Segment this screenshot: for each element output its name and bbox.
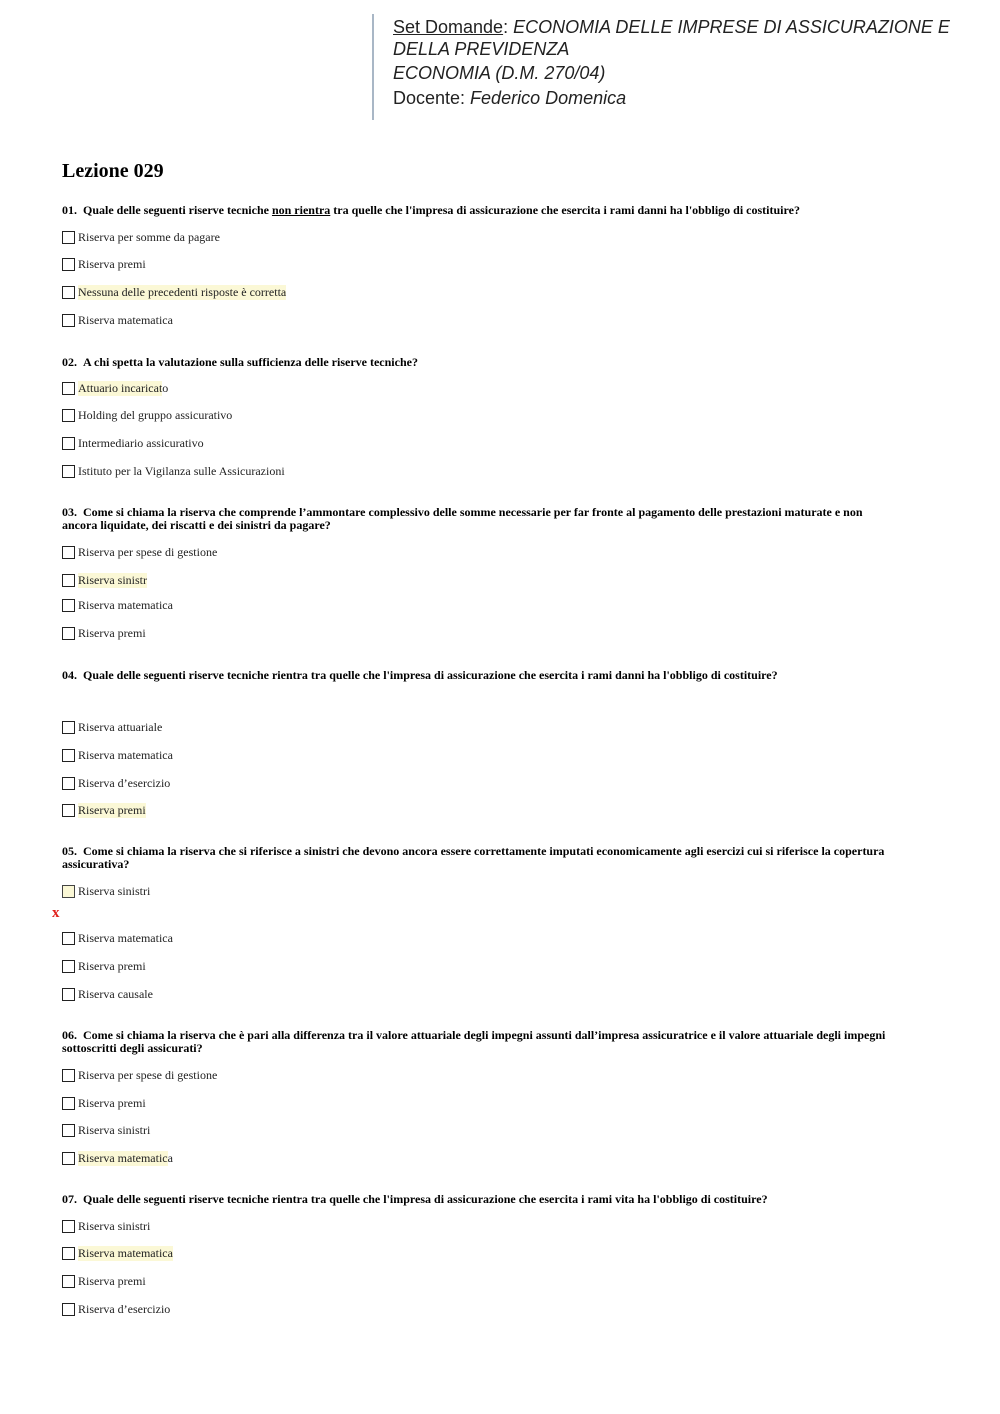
course-line-1 <box>393 16 982 38</box>
answer-text: o <box>162 380 169 395</box>
answer-text: Riserva d’esercizio <box>78 1301 171 1316</box>
answer-text: Holding del gruppo assicurativo <box>78 407 233 422</box>
answer-option[interactable] <box>62 1150 173 1166</box>
question-number: 02. <box>62 355 77 369</box>
question-text <box>62 204 937 217</box>
answer-option[interactable] <box>62 802 146 818</box>
answer-checkbox[interactable] <box>62 960 75 973</box>
answer-checkbox[interactable] <box>62 314 75 327</box>
question-text-part: sottoscritti degli assicurati? <box>62 1041 203 1055</box>
answer-text: Riserva premi <box>78 625 146 640</box>
question-text <box>62 1029 937 1055</box>
answer-highlight: Nessuna delle precedenti risposte è corretta <box>78 284 287 299</box>
answer-text: Istituto per la Vigilanza sulle Assicurazioni <box>78 463 285 478</box>
answer-text: Riserva premi <box>78 1273 146 1288</box>
question-06 <box>62 1029 937 1055</box>
question-text-part: Quale delle seguenti riserve tecniche rientra tra quelle che l'impresa di assicurazione che esercita i rami vita ha l'obbligo di costituire? <box>83 1192 768 1206</box>
question-number: 03. <box>62 505 77 519</box>
question-text <box>62 845 937 871</box>
answer-option[interactable] <box>62 597 173 613</box>
answer-checkbox[interactable] <box>62 1303 75 1316</box>
answer-checkbox[interactable] <box>62 258 75 271</box>
answer-checkbox[interactable] <box>62 1220 75 1233</box>
answer-checkbox[interactable] <box>62 437 75 450</box>
question-number: 06. <box>62 1028 77 1042</box>
question-number: 01. <box>62 203 77 217</box>
answer-checkbox[interactable] <box>62 1247 75 1260</box>
answer-option[interactable] <box>62 883 150 899</box>
teacher-line <box>393 87 982 109</box>
program-name: ECONOMIA (D.M. 270/04) <box>393 63 606 83</box>
answer-checkbox[interactable] <box>62 574 75 587</box>
answer-highlight: Riserva matematica <box>78 1245 173 1260</box>
question-text-part: Come si chiama la riserva che si riferisce a sinistri che devono ancora essere correttamente imputati economicamente agli esercizi cui si riferisce la copertura <box>83 844 885 858</box>
answer-checkbox[interactable] <box>62 546 75 559</box>
question-05 <box>62 845 937 871</box>
answer-text: a <box>167 1150 173 1165</box>
course-title-1: ECONOMIA DELLE IMPRESE DI ASSICURAZIONE E <box>513 17 950 37</box>
wrong-answer-mark: x <box>52 905 60 921</box>
answer-option[interactable] <box>62 986 153 1002</box>
program-line <box>393 62 982 84</box>
answer-option[interactable] <box>62 775 170 791</box>
answer-checkbox[interactable] <box>62 721 75 734</box>
answer-option[interactable] <box>62 1218 150 1234</box>
answer-highlight: Riserva sinistr <box>78 572 147 587</box>
answer-checkbox[interactable] <box>62 885 75 898</box>
answer-text: Riserva sinistri <box>78 1122 151 1137</box>
answer-option[interactable] <box>62 407 232 423</box>
set-separator: : <box>503 17 514 37</box>
answer-option[interactable] <box>62 958 146 974</box>
answer-text: Riserva premi <box>78 958 146 973</box>
document-header <box>372 14 982 120</box>
course-title-2: DELLA PREVIDENZA <box>393 39 570 59</box>
question-text-part: ancora liquidate, dei riscatti e dei sinistri da pagare? <box>62 518 331 532</box>
question-text <box>62 669 937 682</box>
answer-option[interactable] <box>62 572 147 588</box>
answer-text: Riserva attuariale <box>78 719 163 734</box>
answer-text: Riserva per spese di gestione <box>78 1067 218 1082</box>
question-text-part: Quale delle seguenti riserve tecniche <box>83 203 272 217</box>
question-text <box>62 506 937 532</box>
question-text-part: assicurativa? <box>62 857 130 871</box>
question-number: 05. <box>62 844 77 858</box>
answer-option[interactable] <box>62 1301 170 1317</box>
question-text-part: tra quelle che l'impresa di assicurazione che esercita i rami danni ha l'obbligo di costituire? <box>330 203 800 217</box>
answer-checkbox[interactable] <box>62 465 75 478</box>
question-03 <box>62 506 937 532</box>
question-text-part: Come si chiama la riserva che comprende l’ammontare complessivo delle somme necessarie per far fronte al pagamento delle prestazioni maturate e non <box>83 505 863 519</box>
answer-highlight: Attuario incaricat <box>78 380 163 395</box>
answer-checkbox[interactable] <box>62 409 75 422</box>
answer-highlight: Riserva premi <box>78 802 146 817</box>
answer-option[interactable] <box>62 256 146 272</box>
answer-option[interactable] <box>62 719 162 735</box>
answer-option[interactable] <box>62 380 168 396</box>
answer-text: Riserva matematica <box>78 597 173 612</box>
answer-checkbox[interactable] <box>62 988 75 1001</box>
answer-option[interactable] <box>62 1245 173 1261</box>
answer-checkbox[interactable] <box>62 932 75 945</box>
answer-text: Riserva causale <box>78 986 153 1001</box>
answer-option[interactable] <box>62 1273 146 1289</box>
lesson-title: Lezione 029 <box>62 160 164 182</box>
answer-checkbox[interactable] <box>62 1152 75 1165</box>
question-text <box>62 356 937 369</box>
answer-checkbox[interactable] <box>62 1069 75 1082</box>
answer-option[interactable] <box>62 930 173 946</box>
question-text-part: Come si chiama la riserva che è pari alla differenza tra il valore attuariale degli impegni assunti dall’impresa assicuratrice e il valore attuariale degli impegni <box>83 1028 886 1042</box>
answer-text: Riserva premi <box>78 256 146 271</box>
question-text-part: Quale delle seguenti riserve tecniche rientra tra quelle che l'impresa di assicurazione che esercita i rami danni ha l'obbligo di costituire? <box>83 668 778 682</box>
answer-text: Riserva matematica <box>78 747 173 762</box>
answer-checkbox[interactable] <box>62 749 75 762</box>
answer-option[interactable] <box>62 544 217 560</box>
question-text-part: A chi spetta la valutazione sulla sufficienza delle riserve tecniche? <box>83 355 418 369</box>
teacher-label: Docente: <box>393 88 471 108</box>
answer-option[interactable] <box>62 229 220 245</box>
answer-checkbox[interactable] <box>62 627 75 640</box>
answer-text: Riserva premi <box>78 1095 146 1110</box>
set-label: Set Domande <box>393 17 504 37</box>
answer-text: Riserva matematica <box>78 930 173 945</box>
answer-highlight: Riserva matematic <box>78 1150 168 1165</box>
question-02 <box>62 356 937 369</box>
answer-text: Riserva d’esercizio <box>78 775 171 790</box>
answer-option[interactable] <box>62 625 146 641</box>
answer-option[interactable] <box>62 1122 150 1138</box>
answer-checkbox[interactable] <box>62 382 75 395</box>
answer-checkbox[interactable] <box>62 1275 75 1288</box>
answer-text: Intermediario assicurativo <box>78 435 204 450</box>
question-01 <box>62 204 937 217</box>
question-07 <box>62 1193 937 1206</box>
answer-checkbox[interactable] <box>62 599 75 612</box>
answer-text: Riserva per somme da pagare <box>78 229 220 244</box>
answer-checkbox[interactable] <box>62 1097 75 1110</box>
answer-checkbox[interactable] <box>62 231 75 244</box>
answer-text: Riserva sinistri <box>78 883 151 898</box>
answer-option[interactable] <box>62 1095 146 1111</box>
question-04 <box>62 669 937 682</box>
answer-option[interactable] <box>62 463 285 479</box>
question-text <box>62 1193 937 1206</box>
question-text-underlined: non rientra <box>271 203 331 217</box>
answer-option[interactable] <box>62 312 173 328</box>
answer-option[interactable] <box>62 747 173 763</box>
question-number: 04. <box>62 668 77 682</box>
answer-text: Riserva matematica <box>78 312 173 327</box>
question-number: 07. <box>62 1192 77 1206</box>
course-line-2 <box>393 38 982 60</box>
teacher-name: Federico Domenica <box>470 88 627 108</box>
answer-checkbox[interactable] <box>62 777 75 790</box>
answer-option[interactable] <box>62 435 204 451</box>
answer-text: Riserva per spese di gestione <box>78 544 218 559</box>
answer-option[interactable] <box>62 284 286 300</box>
answer-checkbox[interactable] <box>62 1124 75 1137</box>
answer-option[interactable] <box>62 1067 217 1083</box>
answer-checkbox[interactable] <box>62 286 75 299</box>
answer-text: Riserva sinistri <box>78 1218 151 1233</box>
answer-checkbox[interactable] <box>62 804 75 817</box>
